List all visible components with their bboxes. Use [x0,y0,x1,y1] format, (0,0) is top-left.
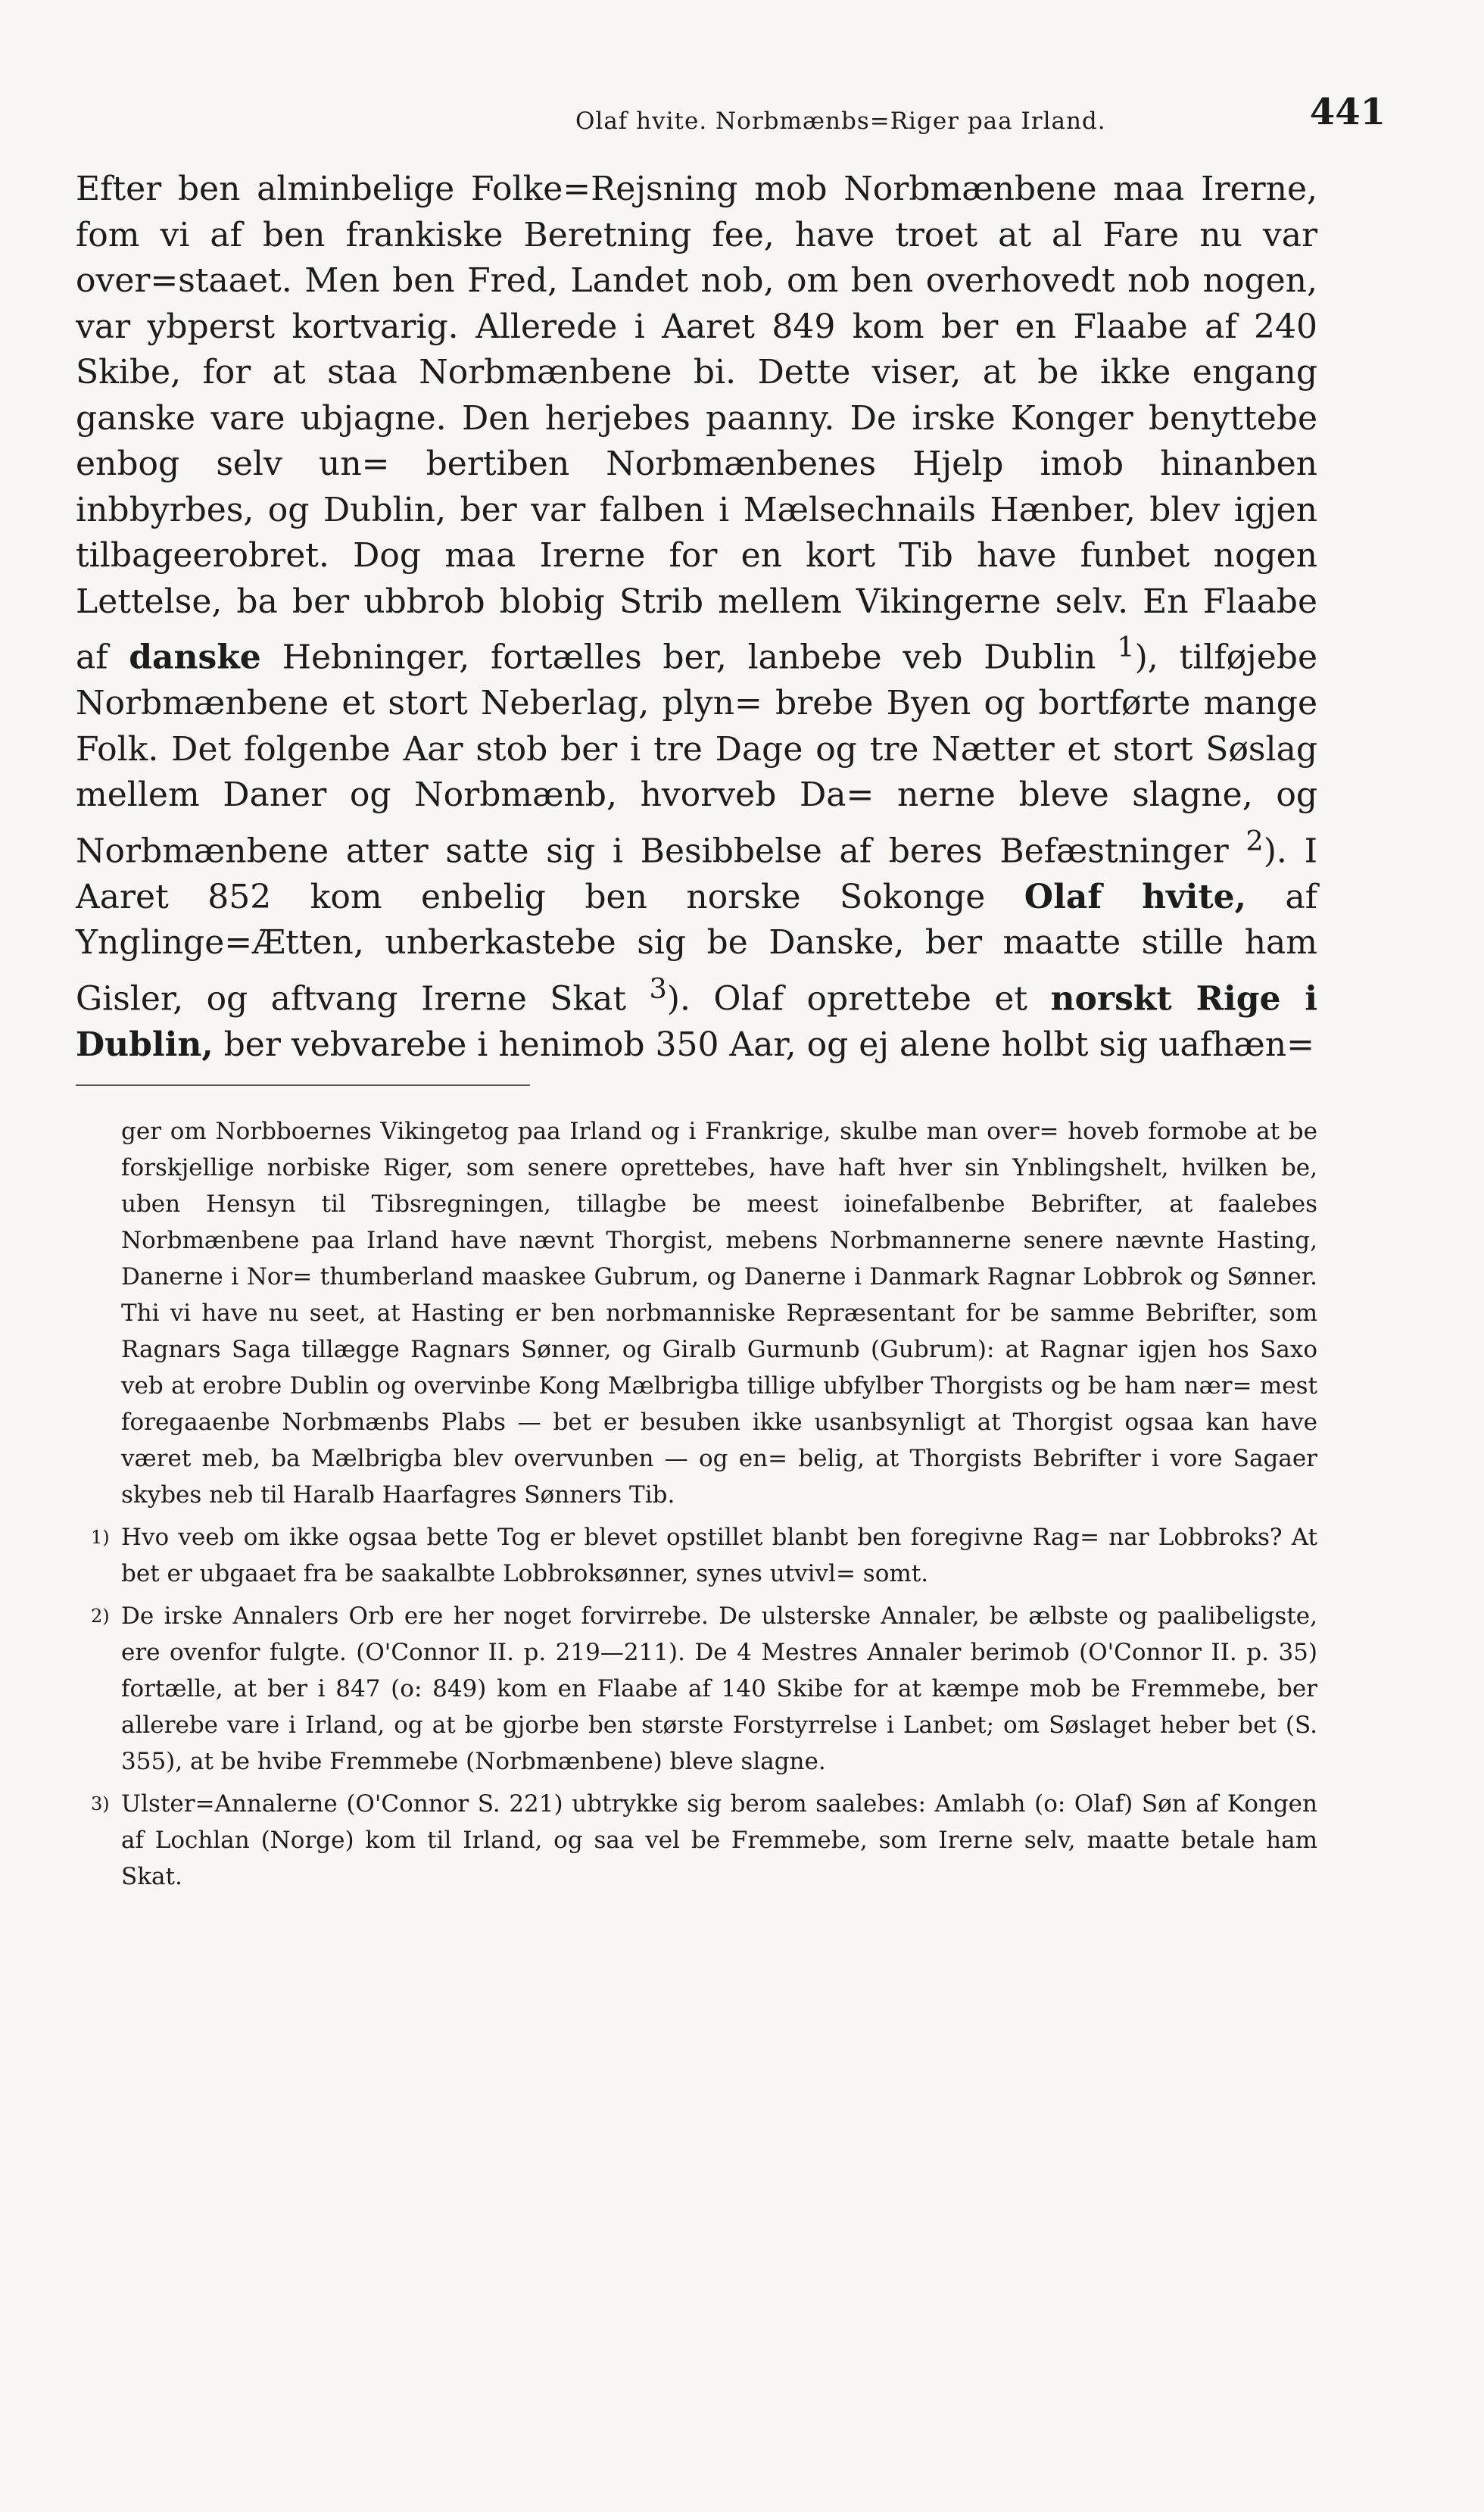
text-run: af Ynglinge=Ætten, unberkastebe sig be Danske, ber maatte stille ham Gisler, og aftvang Irerne Skat [76,877,1317,1019]
footnote-2 [91,1598,1317,1780]
footnote-1 [91,1519,1317,1592]
footnote-mark: 3) [91,1793,110,1815]
emphasis-danske: danske [129,638,261,677]
footnote-continuation: ger om Norbboernes Vikingetog paa Irland og i Frankrige, skulbe man over= hoveb formobe at be forskjellige norbiske Riger, som senere oprettebes, have haft hver sin Ynblingshelt, hvilken be, uben Hensyn til Tibsregningen, tillagbe be meest ioinefalbenbe Bebrifter, at faalebes Norbmænbene paa Irland have nævnt Thorgist, mebens Norbmannerne senere nævnte Hasting, Danerne i Nor= thumberland maaskee Gubrum, og Danerne i Danmark Ragnar Lobbrok og Sønner. Thi vi have nu seet, at Hasting er ben norbmanniske Repræsentant for be samme Bebrifter, som Ragnars Saga tillægge Ragnars Sønner, og Giralb Gurmunb (Gubrum): at Ragnar igjen hos Saxo veb at erobre Dublin og overvinbe Kong Mælbrigba tillige ubfylber Thorgists og be ham nær= mest foregaaenbe Norbmænbs Plabs — bet er besuben ikke usanbsynligt at Thorgist ogsaa kan have været meb, ba Mælbrigba blev overvunben — og en= belig, at Thorgists Bebrifter i vore Sagaer skybes neb til Haralb Haarfagres Sønners Tib. [121,1118,1317,1509]
text-run: ber vebvarebe i henimob 350 Aar, og ej alene holbt sig uafhæn= [213,1025,1314,1064]
footnote-mark: 1) [91,1527,110,1549]
text-run: Efter ben alminbelige Folke=Rejsning mob Norbmænbene maa Irerne, fom vi af ben frankiske Beretning fee, have troet at al Fare nu var over=staaet. Men ben Fred, Landet nob, om ben overhovedt nob nogen, var ybperst kortvarig. Allerede i Aaret 849 kom ber en Flaabe af 240 Skibe, for at staa Norbmænbene bi. Dette viser, at be ikke engang ganske vare ubjagne. Den herjebes paanny. De irske Konger benyttebe enbog selv un= bertiben Norbmænbenes Hjelp imob hinanben inbbyrbes, og Dublin, ber var falben i Mælsechnails Hænber, blev igjen tilbageerobret. Dog maa Irerne for en kort Tib have funbet nogen Lettelse, ba ber ubbrob blobig Strib mellem Vikingerne selv. En Flaabe af [76,170,1317,677]
book-page [76,91,1386,1895]
text-run: ), tilføjebe Norbmænbene et stort Neberlag, plyn= brebe Byen og bortførte mange Folk. Det folgenbe Aar stob ber i tre Dage og tre Nætter et stort Søslag mellem Daner og Norbmænb, hvorveb Da= nerne bleve slagne, og Norbmænbene atter satte sig i Besibbelse af beres Befæstninger [76,638,1317,871]
text-run: Hebninger, fortælles ber, lanbebe veb Dublin [260,638,1118,677]
page-number: 441 [1309,91,1386,133]
footnotes [76,1113,1317,1895]
body-paragraph [76,167,1317,1068]
footnote-divider [76,1084,530,1086]
footnote-ref-2: 2 [1246,824,1264,857]
text-run: ). Olaf oprettebe et [666,979,1051,1019]
emphasis-norskt-rige: norskt Rige i Dublin, [76,979,1318,1064]
footnote-3 [91,1786,1317,1895]
footnote-text: Ulster=Annalerne (O'Connor S. 221) ubtrykke sig berom saalebes: Amlabh (o: Olaf) Søn af Kongen af Lochlan (Norge) kom til Irland, og saa vel be Fremmebe, som Irerne selv, maatte betale ham Skat. [121,1790,1317,1891]
footnote-mark: 2) [91,1605,110,1627]
footnote-text: De irske Annalers Orb ere her noget forvirrebe. De ulsterske Annaler, be ælbste og paalibeligste, ere ovenfor fulgte. (O'Connor II. p. 219—211). De 4 Mestres Annaler berimob (O'Connor II. p. 35) fortælle, at ber i 847 (o: 849) kom en Flaabe af 140 Skibe for at kæmpe mob be Fremmebe, ber allerebe vare i Irland, og at be gjorbe ben største Forstyrrelse i Lanbet; om Søslaget heber bet (S. 355), at be hvibe Fremmebe (Norbmænbene) bleve slagne. [121,1602,1317,1776]
main-text [76,167,1317,1068]
page-header [76,91,1386,144]
footnote-ref-1: 1 [1117,631,1135,663]
footnote-ref-3: 3 [649,972,667,1005]
text-run: ). I Aaret 852 kom enbelig ben norske Sokonge [76,832,1317,916]
footnote-text: Hvo veeb om ikke ogsaa bette Tog er blevet opstillet blanbt ben foregivne Rag= nar Lobbroks? At bet er ubgaaet fra be saakalbte Lobbroksønner, synes utvivl= somt. [121,1524,1317,1588]
running-head: Olaf hvite. Norbmænbs=Riger paa Irland. [575,108,1106,135]
emphasis-olaf-hvite: Olaf hvite, [1024,877,1246,916]
